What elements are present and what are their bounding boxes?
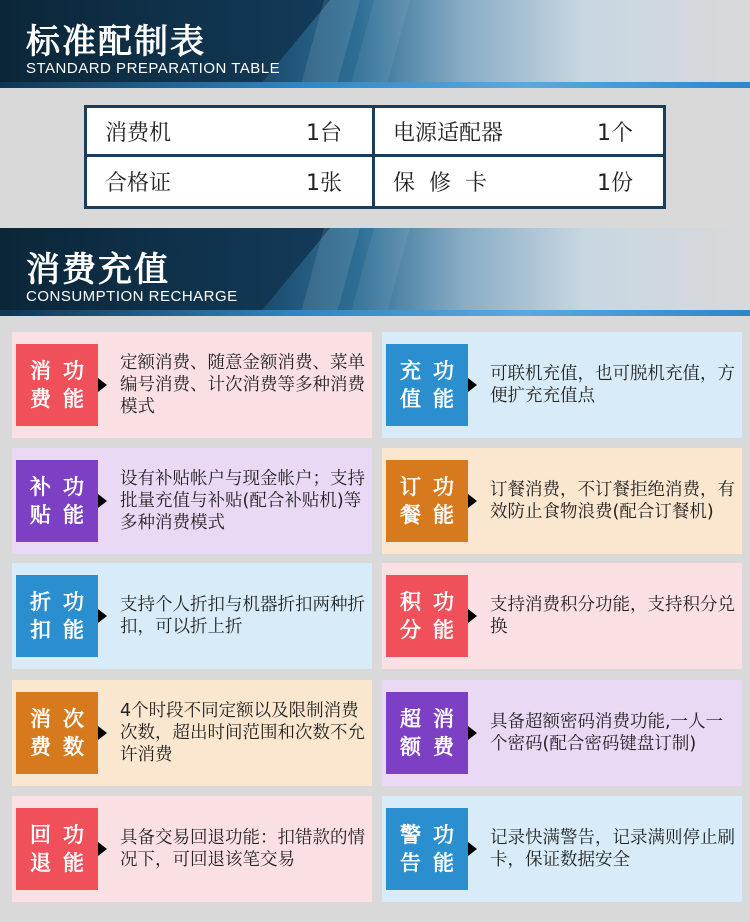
feature-tag: 警告 功能	[386, 808, 468, 890]
feature-card	[12, 796, 372, 902]
feature-description: 4个时段不同定额以及限制消费次数，超出时间范围和次数不允许消费	[120, 701, 365, 765]
prep-item: 消费机	[105, 120, 172, 146]
feature-card	[12, 448, 372, 554]
feature-tag: 补贴 功能	[16, 460, 98, 542]
feature-card	[12, 563, 372, 669]
prep-cell	[375, 157, 663, 206]
arrow-right-icon	[468, 378, 477, 392]
feature-description: 订餐消费，不订餐拒绝消费，有效防止食物浪费(配合订餐机)	[490, 480, 735, 522]
arrow-right-icon	[468, 609, 477, 623]
feature-description: 定额消费、随意金额消费、菜单编号消费、计次消费等多种消费模式	[120, 353, 365, 417]
feature-tag: 折扣 功能	[16, 575, 98, 657]
feature-card	[12, 680, 372, 786]
section-header-recharge	[0, 228, 750, 316]
arrow-right-icon	[468, 494, 477, 508]
feature-description: 支持消费积分功能，支持积分兑换	[490, 595, 735, 637]
section-title-en: CONSUMPTION RECHARGE	[26, 288, 238, 305]
feature-tag: 充值 功能	[386, 344, 468, 426]
section-title-cn: 消费充值	[26, 250, 170, 290]
arrow-right-icon	[98, 609, 107, 623]
feature-description: 可联机充值，也可脱机充值，方便扩充充值点	[490, 364, 735, 406]
feature-tag: 积分 功能	[386, 575, 468, 657]
feature-card	[382, 680, 742, 786]
feature-description: 具备交易回退功能：扣错款的情况下，可回退该笔交易	[120, 828, 365, 870]
prep-cell	[87, 108, 375, 157]
section-title-en: STANDARD PREPARATION TABLE	[26, 60, 281, 77]
prep-cell	[87, 157, 375, 206]
feature-tag: 回退 功能	[16, 808, 98, 890]
feature-tag: 消费 功能	[16, 344, 98, 426]
arrow-right-icon	[468, 726, 477, 740]
prep-item: 合格证	[105, 171, 172, 196]
feature-description: 记录快满警告，记录满则停止刷卡，保证数据安全	[490, 828, 735, 870]
arrow-right-icon	[98, 842, 107, 856]
prep-cell	[375, 108, 663, 157]
arrow-right-icon	[468, 842, 477, 856]
feature-card	[12, 332, 372, 438]
arrow-right-icon	[98, 378, 107, 392]
section-title-cn: 标准配制表	[26, 22, 206, 62]
feature-description: 具备超额密码消费功能,一人一个密码(配合密码键盘订制)	[490, 712, 724, 754]
feature-description: 设有补贴帐户与现金帐户；支持批量充值与补贴(配合补贴机)等多种消费模式	[120, 469, 365, 533]
feature-description: 支持个人折扣与机器折扣两种折扣，可以折上折	[120, 595, 365, 637]
arrow-right-icon	[98, 494, 107, 508]
prep-qty: 1份	[597, 171, 633, 196]
prep-qty: 1台	[306, 120, 342, 146]
feature-card	[382, 563, 742, 669]
feature-tag: 超额 消费	[386, 692, 468, 774]
prep-qty: 1张	[306, 171, 342, 196]
preparation-table	[84, 105, 666, 209]
arrow-right-icon	[98, 726, 107, 740]
feature-card	[382, 448, 742, 554]
feature-tag: 消费 次数	[16, 692, 98, 774]
prep-qty: 1个	[597, 120, 633, 146]
prep-item: 保 修 卡	[393, 171, 487, 196]
feature-tag: 订餐 功能	[386, 460, 468, 542]
feature-card	[382, 332, 742, 438]
section-header-preparation	[0, 0, 750, 88]
feature-card	[382, 796, 742, 902]
prep-item: 电源适配器	[393, 120, 504, 146]
